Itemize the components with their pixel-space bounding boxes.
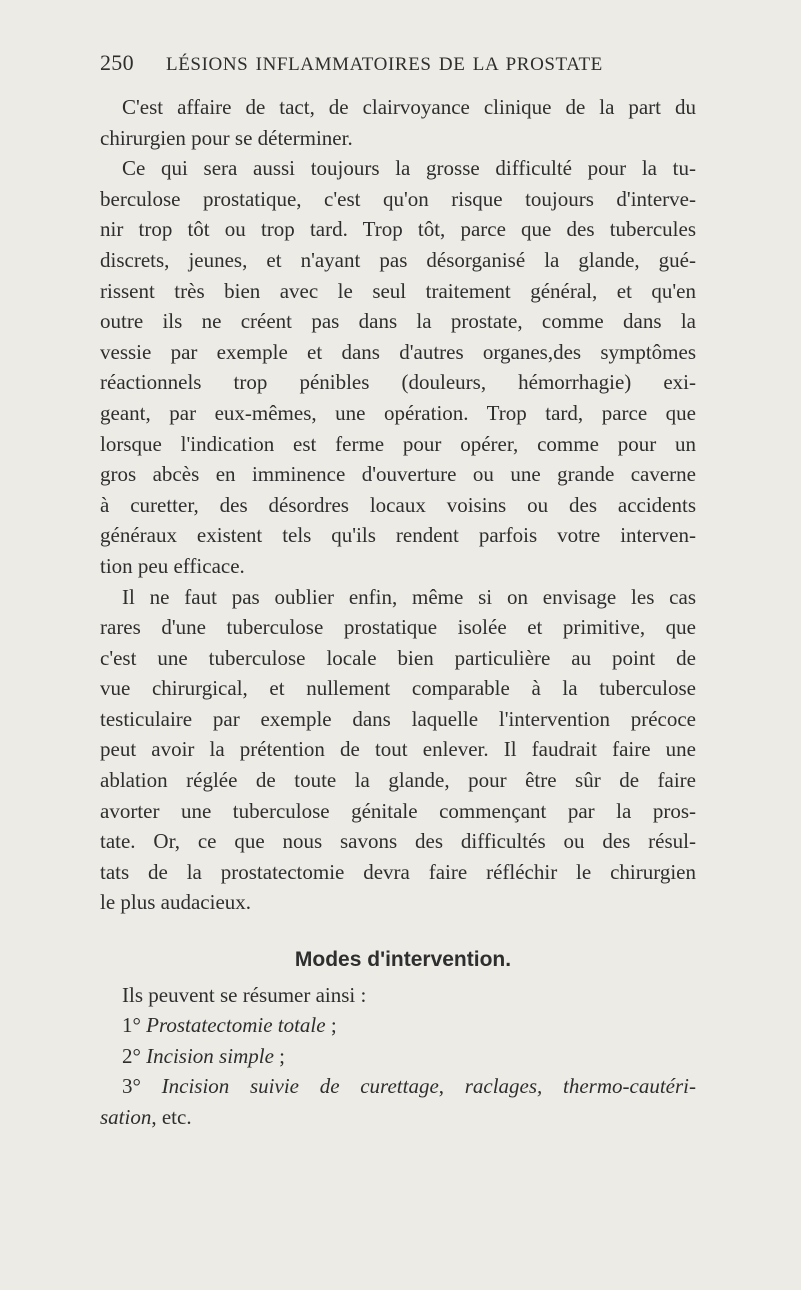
paragraph-line: le plus audacieux. (100, 890, 252, 915)
paragraph-line: vue chirurgical, et nullement comparable à la tuberculose (100, 676, 696, 701)
list-number: 3° (122, 1074, 162, 1099)
paragraph-line: tate. Or, ce que nous savons des difficultés ou des résul- (100, 829, 696, 854)
list-number: 2° (122, 1043, 147, 1068)
paragraph-line: réactionnels trop pénibles (douleurs, hémorrhagie) exi- (100, 370, 696, 395)
list-item-text: Prostatectomie totale (146, 1013, 326, 1038)
list-item-text: sation (100, 1105, 152, 1129)
list-item-text: Incision simple (146, 1043, 274, 1068)
section-intro: Ils peuvent se résumer ainsi : (122, 982, 367, 1007)
paragraph-line: tion peu efficace. (100, 553, 245, 578)
paragraph-line: discrets, jeunes, et n'ayant pas désorganisé la glande, gué- (100, 247, 696, 272)
paragraph-line: gros abcès en imminence d'ouverture ou une grande caverne (100, 462, 696, 487)
paragraph-line: tats de la prostatectomie devra faire réfléchir le chirurgien (100, 859, 696, 884)
paragraph-line: geant, par eux-mêmes, une opération. Trop tard, parce que (100, 400, 696, 425)
body-text (100, 92, 696, 1133)
running-head (100, 50, 700, 76)
paragraph-line: ablation réglée de toute la glande, pour être sûr de faire (100, 768, 696, 793)
paragraph-line: vessie par exemple et dans d'autres organes,des symptômes (100, 339, 696, 364)
paragraph-line: berculose prostatique, c'est qu'on risque toujours d'interve- (100, 186, 696, 211)
paragraph-line: généraux existent tels qu'ils rendent parfois votre interven- (100, 523, 696, 548)
list-item-continuation (100, 1102, 696, 1133)
list-item-punct: , (438, 1074, 465, 1099)
list-item (100, 1010, 696, 1041)
running-title: LÉSIONS INFLAMMATOIRES DE LA PROSTATE (166, 54, 603, 75)
paragraph-line: à curetter, des désordres locaux voisins ou des accidents (100, 492, 696, 517)
paragraph-line: C'est affaire de tact, de clairvoyance clinique de la part du (122, 95, 696, 119)
list-item-punct: ; (273, 1043, 285, 1068)
list-item (100, 1041, 696, 1072)
paragraph-line: outre ils ne créent pas dans la prostate, comme dans la (100, 309, 696, 334)
list-item-text: Incision suivie de curettage (161, 1074, 439, 1099)
list-item-punct: ; (325, 1013, 337, 1038)
list-item-punct: , etc. (151, 1105, 192, 1129)
list-item-text-cont: raclages, thermo-cautéri- (464, 1074, 696, 1099)
paragraph-line: rissent très bien avec le seul traitement général, et qu'en (100, 278, 696, 303)
paragraph-line: testiculaire par exemple dans laquelle l'intervention précoce (100, 706, 696, 731)
paragraph-line: Il ne faut pas oublier enfin, même si on envisage les cas (122, 584, 696, 609)
list-number: 1° (122, 1013, 147, 1038)
paragraph-line: lorsque l'indication est ferme pour opérer, comme pour un (100, 431, 696, 456)
paragraph-line: avorter une tuberculose génitale commençant par la pros- (100, 798, 696, 823)
paragraph-line: chirurgien pour se déterminer. (100, 125, 353, 150)
paragraph-line: nir trop tôt ou trop tard. Trop tôt, parce que des tubercules (100, 217, 696, 242)
paragraph-line: c'est une tuberculose locale bien particulière au point de (100, 645, 696, 670)
section-heading: Modes d'intervention. (294, 948, 512, 972)
paragraph-line: Ce qui sera aussi toujours la grosse difficulté pour la tu- (122, 156, 696, 181)
list-item (100, 1071, 696, 1102)
paragraph-line: peut avoir la prétention de tout enlever. Il faudrait faire une (100, 737, 696, 762)
paragraph-line: rares d'une tuberculose prostatique isolée et primitive, que (100, 615, 696, 640)
page-number: 250 (100, 50, 134, 75)
